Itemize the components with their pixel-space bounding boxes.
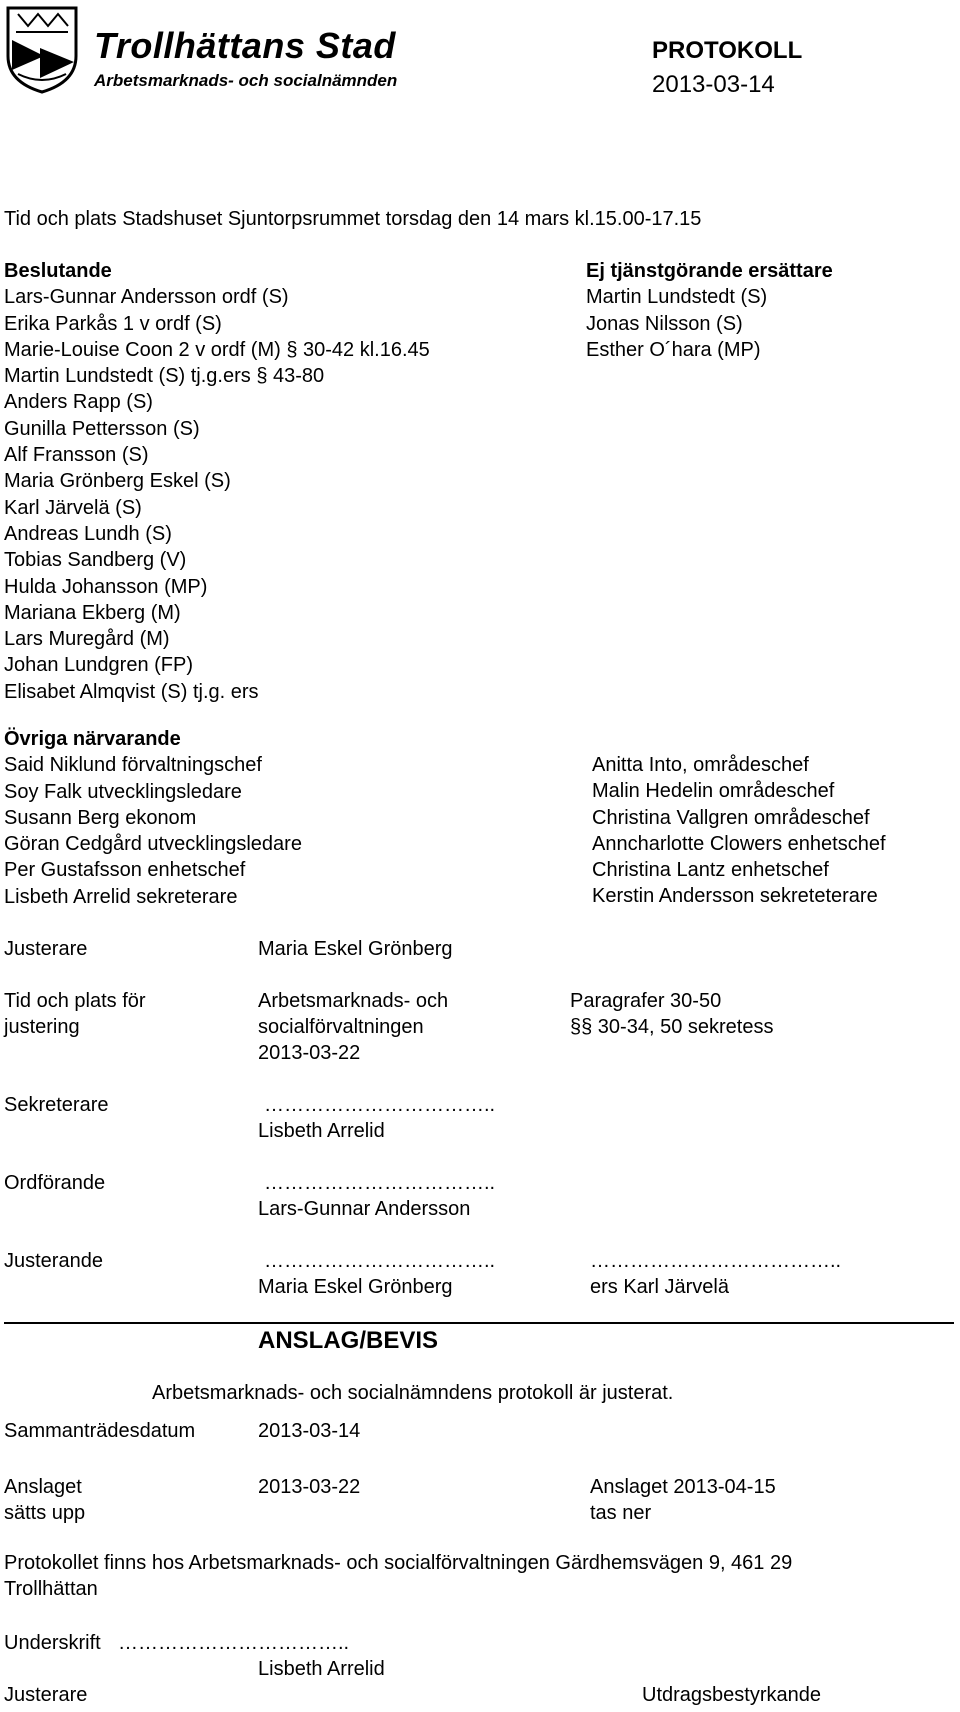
- justering-date: 2013-03-22: [258, 1042, 361, 1064]
- justerande-name-1: Maria Eskel Grönberg: [258, 1276, 453, 1298]
- doc-type: PROTOKOLL: [652, 37, 803, 64]
- municipality-logo-icon: [4, 4, 80, 94]
- list-item: Said Niklund förvaltningschef: [4, 754, 262, 777]
- list-item: Anders Rapp (S): [4, 391, 153, 414]
- justerande-label: Justerande: [4, 1250, 103, 1272]
- list-item: Anncharlotte Clowers enhetschef: [592, 832, 886, 855]
- justering-place-2: socialförvaltningen: [258, 1016, 424, 1038]
- removed-line-1: Anslaget 2013-04-15: [590, 1476, 776, 1498]
- justerande-name-2: ers Karl Järvelä: [590, 1276, 729, 1298]
- list-item: Christina Lantz enhetschef: [592, 859, 829, 882]
- time-place: Tid och plats Stadshuset Sjuntorpsrummet torsdag den 14 mars kl.15.00-17.15: [4, 208, 702, 230]
- sekreterare-name: Lisbeth Arrelid: [258, 1120, 385, 1142]
- anslag-statement: Arbetsmarknads- och socialnämndens protokoll är justerat.: [152, 1382, 674, 1404]
- department-name: Arbetsmarknads- och socialnämnden: [94, 71, 398, 90]
- list-item: Anitta Into, områdeschef: [592, 754, 809, 776]
- justerare-name: Maria Eskel Grönberg: [258, 938, 453, 960]
- meeting-date: 2013-03-14: [258, 1420, 361, 1442]
- sekreterare-signature-line: ……………………………..: [264, 1094, 496, 1116]
- ordforande-signature-line: ……………………………..: [264, 1172, 496, 1194]
- underskrift-name: Lisbeth Arrelid: [258, 1658, 385, 1680]
- list-item: Tobias Sandberg (V): [4, 549, 187, 572]
- posted-date: 2013-03-22: [258, 1476, 361, 1498]
- list-item: Christina Vallgren områdeschef: [592, 806, 870, 829]
- list-item: Per Gustafsson enhetschef: [4, 859, 246, 882]
- footer-utdragsbestyrkande: Utdragsbestyrkande: [642, 1684, 821, 1706]
- justerande-signature-line-1: ……………………………..: [264, 1250, 496, 1272]
- list-item: Johan Lundgren (FP): [4, 654, 194, 677]
- posted-label-2: sätts upp: [4, 1502, 86, 1524]
- list-item: Maria Grönberg Eskel (S): [4, 470, 231, 493]
- list-item: Lars Muregård (M): [4, 628, 170, 651]
- ovriga-section-left: [4, 726, 302, 910]
- list-item: Elisabet Almqvist (S) tj.g. ers: [4, 680, 259, 703]
- ersattare-heading: Ej tjänstgörande ersättare: [586, 260, 833, 282]
- list-item: Martin Lundstedt (S) tj.g.ers § 43-80: [4, 365, 325, 388]
- list-item: Susann Berg ekonom: [4, 806, 197, 829]
- list-item: Kerstin Andersson sekreteterare: [592, 885, 878, 908]
- underskrift-signature-line: ……………………………..: [118, 1632, 350, 1654]
- location-line-2: Trollhättan: [4, 1578, 98, 1600]
- list-item: Lars-Gunnar Andersson ordf (S): [4, 286, 289, 309]
- underskrift-label: Underskrift: [4, 1632, 101, 1654]
- org-name: Trollhättans Stad: [94, 25, 396, 66]
- list-item: Soy Falk utvecklingsledare: [4, 780, 242, 803]
- list-item: Karl Järvelä (S): [4, 496, 142, 519]
- list-item: Jonas Nilsson (S): [586, 312, 743, 335]
- divider: [4, 1322, 954, 1324]
- list-item: Marie-Louise Coon 2 v ordf (M) § 30-42 kl.16.45: [4, 338, 430, 361]
- list-item: Andreas Lundh (S): [4, 522, 172, 545]
- list-item: Mariana Ekberg (M): [4, 601, 181, 624]
- justering-label-2: justering: [4, 1016, 80, 1038]
- anslag-heading: ANSLAG/BEVIS: [258, 1327, 439, 1354]
- sekreterare-label: Sekreterare: [4, 1094, 109, 1116]
- doc-date: 2013-03-14: [652, 71, 775, 98]
- ovriga-section-right: [592, 752, 886, 910]
- meeting-date-label: Sammanträdesdatum: [4, 1420, 196, 1442]
- list-item: Göran Cedgård utvecklingsledare: [4, 833, 302, 856]
- location-line-1: Protokollet finns hos Arbetsmarknads- och socialförvaltningen Gärdhemsvägen 9, 461 29: [4, 1552, 793, 1574]
- removed-line-2: tas ner: [590, 1502, 652, 1524]
- justering-place-1: Arbetsmarknads- och: [258, 990, 449, 1012]
- footer-justerare: Justerare: [4, 1684, 88, 1706]
- list-item: Lisbeth Arrelid sekreterare: [4, 885, 238, 908]
- list-item: Erika Parkås 1 v ordf (S): [4, 312, 222, 335]
- justerare-label: Justerare: [4, 938, 88, 960]
- justering-paragraphs: Paragrafer 30-50: [570, 990, 722, 1012]
- ordforande-label: Ordförande: [4, 1172, 106, 1194]
- list-item: Hulda Johansson (MP): [4, 575, 208, 598]
- list-item: Martin Lundstedt (S): [586, 286, 768, 309]
- justering-label-1: Tid och plats för: [4, 990, 146, 1012]
- justering-secret: §§ 30-34, 50 sekretess: [570, 1016, 774, 1038]
- list-item: Alf Fransson (S): [4, 444, 149, 467]
- list-item: Gunilla Pettersson (S): [4, 417, 200, 440]
- justerande-signature-line-2: ………………………………..: [590, 1250, 842, 1272]
- ovriga-heading: Övriga närvarande: [4, 728, 181, 750]
- beslutande-section: [4, 258, 430, 705]
- ordforande-name: Lars-Gunnar Andersson: [258, 1198, 471, 1220]
- list-item: Malin Hedelin områdeschef: [592, 780, 835, 803]
- ersattare-section: [586, 258, 833, 363]
- posted-label-1: Anslaget: [4, 1476, 82, 1498]
- list-item: Esther O´hara (MP): [586, 338, 761, 361]
- beslutande-heading: Beslutande: [4, 260, 112, 282]
